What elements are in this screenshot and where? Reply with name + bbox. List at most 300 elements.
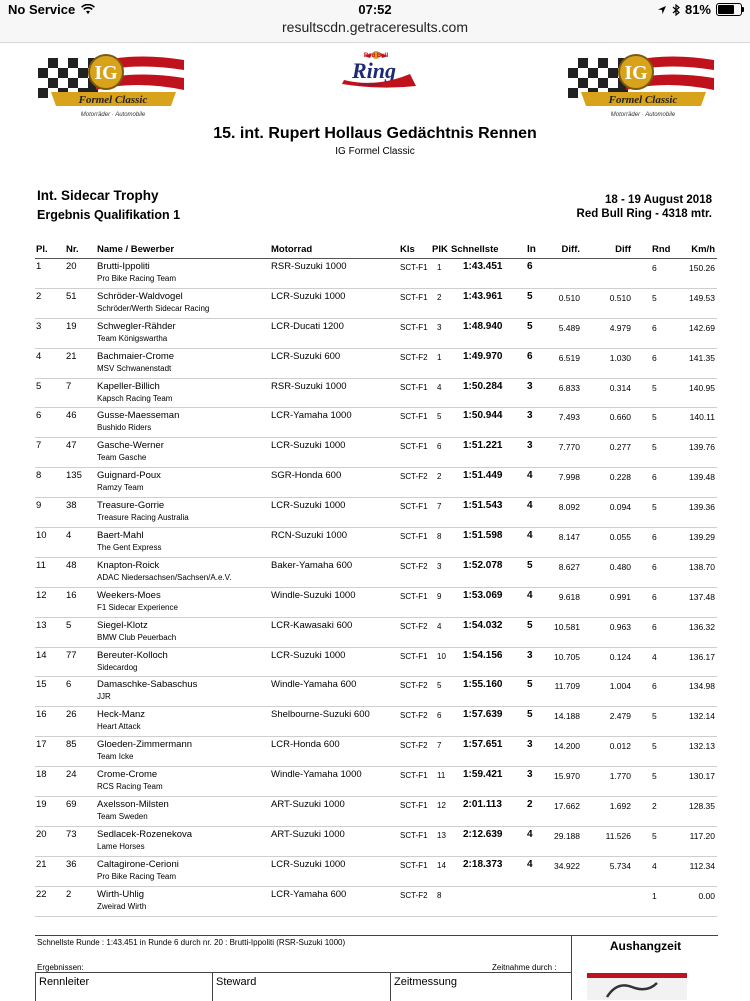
cell-pik: 3 bbox=[437, 322, 442, 332]
cell-pl: 6 bbox=[36, 410, 42, 422]
cell-team: ADAC Niedersachsen/Sachsen/A.e.V. bbox=[97, 572, 232, 582]
table-row bbox=[35, 677, 717, 707]
cell-moto: LCR-Yamaha 1000 bbox=[271, 410, 352, 422]
cell-diff: 5.489 bbox=[558, 322, 580, 333]
cell-time: 1:50.944 bbox=[463, 410, 503, 422]
cell-in: 3 bbox=[527, 380, 533, 392]
cell-team: Ramzy Team bbox=[97, 483, 144, 493]
cell-kls: SCT-F1 bbox=[400, 860, 428, 870]
table-row bbox=[35, 408, 717, 438]
logo-text: IG bbox=[94, 62, 118, 84]
track-thumbnail-icon bbox=[587, 973, 687, 1000]
cell-diff: 34.922 bbox=[554, 860, 580, 871]
cell-nr: 135 bbox=[66, 470, 82, 482]
cell-diff: 8.092 bbox=[558, 502, 580, 513]
cell-nr: 2 bbox=[66, 888, 72, 900]
cell-name: Sedlacek-Rozenekova bbox=[97, 828, 193, 840]
cell-time: 1:59.421 bbox=[463, 769, 503, 781]
col-motorrad: Motorrad bbox=[271, 244, 313, 255]
cell-diff: 17.662 bbox=[554, 801, 580, 812]
cell-pik: 14 bbox=[437, 860, 446, 870]
cell-in: 5 bbox=[527, 559, 533, 571]
cell-kmh: 117.20 bbox=[689, 830, 715, 841]
cell-rnd: 5 bbox=[652, 502, 657, 513]
cell-name: Treasure-Gorrie bbox=[97, 500, 165, 512]
cell-diff2: 0.277 bbox=[609, 442, 631, 453]
cell-moto: LCR-Suzuki 600 bbox=[271, 350, 341, 362]
cell-kls: SCT-F1 bbox=[400, 292, 428, 302]
aushangzeit-box bbox=[571, 935, 719, 1000]
table-row bbox=[35, 319, 717, 349]
table-row bbox=[35, 349, 717, 379]
cell-diff2: 0.124 bbox=[609, 651, 631, 662]
cell-moto: RSR-Suzuki 1000 bbox=[271, 380, 347, 392]
cell-kmh: 141.35 bbox=[689, 352, 715, 363]
address-bar[interactable]: resultscdn.getraceresults.com bbox=[282, 19, 468, 35]
cell-in: 5 bbox=[527, 709, 533, 721]
col-kmh: Km/h bbox=[691, 244, 715, 255]
cell-rnd: 5 bbox=[652, 741, 657, 752]
cell-moto: LCR-Suzuki 1000 bbox=[271, 290, 346, 302]
cell-kls: SCT-F1 bbox=[400, 532, 428, 542]
cell-nr: 73 bbox=[66, 828, 77, 840]
cell-team: Team Sweden bbox=[97, 812, 148, 822]
cell-pik: 10 bbox=[437, 651, 446, 661]
cell-team: F1 Sidecar Experience bbox=[97, 602, 178, 612]
cell-diff2: 0.094 bbox=[609, 502, 631, 513]
cell-pl: 15 bbox=[36, 679, 47, 691]
cell-rnd: 4 bbox=[652, 651, 657, 662]
cell-kls: SCT-F2 bbox=[400, 681, 428, 691]
cell-in: 4 bbox=[527, 858, 533, 870]
cell-moto: LCR-Suzuki 1000 bbox=[271, 440, 346, 452]
col-schnellste: Schnellste bbox=[451, 244, 499, 255]
cell-time: 1:43.961 bbox=[463, 290, 503, 302]
cell-team: The Gent Express bbox=[97, 543, 162, 553]
fastest-lap-note: Schnellste Runde : 1:43.451 in Runde 6 durch nr. 20 : Brutti-Ippoliti (RSR-Suzuki 1000) bbox=[37, 938, 346, 947]
cell-rnd: 6 bbox=[652, 681, 657, 692]
cell-kmh: 139.29 bbox=[689, 532, 715, 543]
cell-pl: 21 bbox=[36, 858, 47, 870]
cell-kmh: 138.70 bbox=[689, 561, 715, 572]
cell-pik: 7 bbox=[437, 502, 442, 512]
cell-moto: RCN-Suzuki 1000 bbox=[271, 530, 348, 542]
cell-name: Caltagirone-Cerioni bbox=[97, 858, 179, 870]
cell-diff2: 0.012 bbox=[609, 741, 631, 752]
cell-time: 1:51.221 bbox=[463, 440, 503, 452]
logo-text: IG bbox=[624, 62, 648, 84]
redbull-ring-text: Ring bbox=[351, 58, 397, 83]
cell-name: Wirth-Uhlig bbox=[97, 888, 144, 900]
cell-pl: 3 bbox=[36, 320, 42, 332]
cell-time: 1:52.078 bbox=[463, 559, 503, 571]
cell-pl: 16 bbox=[36, 709, 47, 721]
col-diff: Diff. bbox=[561, 244, 580, 255]
cell-name: Schwegler-Rähder bbox=[97, 320, 176, 332]
cell-nr: 24 bbox=[66, 769, 77, 781]
cell-in: 6 bbox=[527, 350, 533, 362]
cell-rnd: 6 bbox=[652, 561, 657, 572]
aushangzeit-label: Aushangzeit bbox=[609, 939, 682, 953]
ig-formel-classic-logo-right bbox=[566, 50, 716, 124]
cell-in: 3 bbox=[527, 440, 533, 452]
cell-rnd: 5 bbox=[652, 771, 657, 782]
cell-name: Siegel-Klotz bbox=[97, 619, 148, 631]
cell-pik: 4 bbox=[437, 382, 442, 392]
cell-rnd: 4 bbox=[652, 860, 657, 871]
cell-name: Gasche-Werner bbox=[97, 440, 164, 452]
cell-diff: 10.705 bbox=[554, 651, 580, 662]
cell-kls: SCT-F1 bbox=[400, 382, 428, 392]
cell-time: 1:54.156 bbox=[463, 649, 503, 661]
cell-moto: LCR-Suzuki 1000 bbox=[271, 858, 346, 870]
cell-time: 1:43.451 bbox=[463, 261, 503, 272]
cell-nr: 46 bbox=[66, 410, 77, 422]
cell-name: Baert-Mahl bbox=[97, 530, 144, 542]
cell-team: JJR bbox=[97, 692, 111, 702]
cell-in: 4 bbox=[527, 530, 533, 542]
cell-rnd: 6 bbox=[652, 621, 657, 632]
cell-nr: 20 bbox=[66, 261, 77, 272]
cell-in: 6 bbox=[527, 261, 533, 272]
cell-kmh: 132.13 bbox=[689, 741, 715, 752]
cell-name: Heck-Manz bbox=[97, 709, 146, 721]
cell-kls: SCT-F1 bbox=[400, 591, 428, 601]
cell-team: Bushido Riders bbox=[97, 423, 152, 433]
cell-rnd: 5 bbox=[652, 830, 657, 841]
cell-time: 1:53.069 bbox=[463, 589, 503, 601]
cell-kmh: 0.00 bbox=[698, 890, 715, 901]
cell-kls: SCT-F2 bbox=[400, 890, 428, 900]
cell-pik: 5 bbox=[437, 681, 442, 691]
cell-time: 2:18.373 bbox=[463, 858, 503, 870]
zeitmessung-cell: Zeitmessung bbox=[394, 976, 457, 988]
col-diff2: Diff bbox=[615, 244, 631, 255]
cell-name: Gusse-Maesseman bbox=[97, 410, 180, 422]
cell-pik: 6 bbox=[437, 442, 442, 452]
cell-diff2: 1.692 bbox=[609, 801, 631, 812]
cell-kls: SCT-F2 bbox=[400, 561, 428, 571]
cell-pl: 14 bbox=[36, 649, 47, 661]
cell-pik: 4 bbox=[437, 621, 442, 631]
cell-pl: 4 bbox=[36, 350, 42, 362]
cell-diff2: 0.480 bbox=[609, 561, 631, 572]
cell-diff: 9.618 bbox=[558, 591, 580, 602]
cell-moto: LCR-Ducati 1200 bbox=[271, 320, 344, 332]
cell-nr: 7 bbox=[66, 380, 72, 392]
cell-pik: 13 bbox=[437, 830, 446, 840]
cell-time: 2:01.113 bbox=[463, 799, 502, 811]
cell-kmh: 140.95 bbox=[689, 382, 715, 393]
table-row bbox=[35, 558, 717, 588]
cell-rnd: 6 bbox=[652, 591, 657, 602]
cell-moto: LCR-Kawasaki 600 bbox=[271, 619, 353, 631]
cell-kls: SCT-F2 bbox=[400, 472, 428, 482]
col-kls: Kls bbox=[400, 244, 415, 255]
cell-nr: 48 bbox=[66, 559, 77, 571]
cell-diff2: 4.979 bbox=[609, 322, 631, 333]
cell-time: 1:49.970 bbox=[463, 350, 503, 362]
col-pl: Pl. bbox=[36, 244, 48, 255]
cell-in: 3 bbox=[527, 739, 533, 751]
cell-kmh: 128.35 bbox=[689, 801, 715, 812]
cell-moto: RSR-Suzuki 1000 bbox=[271, 261, 347, 272]
cell-team: Treasure Racing Australia bbox=[97, 513, 189, 523]
cell-kmh: 139.48 bbox=[689, 472, 715, 483]
cell-diff2: 11.526 bbox=[605, 830, 631, 841]
cell-diff2: 1.030 bbox=[609, 352, 631, 363]
table-row bbox=[35, 498, 717, 528]
col-nr: Nr. bbox=[66, 244, 79, 255]
table-row bbox=[35, 737, 717, 767]
table-row bbox=[35, 618, 717, 648]
cell-kls: SCT-F1 bbox=[400, 651, 428, 661]
cell-in: 4 bbox=[527, 828, 533, 840]
cell-pik: 11 bbox=[437, 771, 446, 781]
redbull-label: Red Bull bbox=[363, 53, 389, 59]
cell-pl: 7 bbox=[36, 440, 42, 452]
logo-caption: Formel Classic bbox=[78, 94, 148, 106]
cell-time: 1:51.543 bbox=[463, 500, 503, 512]
cell-pik: 3 bbox=[437, 561, 442, 571]
cell-diff: 29.188 bbox=[554, 830, 580, 841]
cell-rnd: 5 bbox=[652, 711, 657, 722]
cell-name: Weekers-Moes bbox=[97, 589, 161, 601]
cell-in: 2 bbox=[527, 799, 533, 811]
cell-diff2: 0.314 bbox=[609, 382, 631, 393]
table-body bbox=[35, 259, 717, 917]
table-row bbox=[35, 259, 717, 289]
cell-moto: Baker-Yamaha 600 bbox=[271, 559, 353, 571]
cell-pik: 1 bbox=[437, 263, 442, 272]
cell-moto: LCR-Suzuki 1000 bbox=[271, 500, 346, 512]
table-row bbox=[35, 707, 717, 737]
cell-nr: 85 bbox=[66, 739, 77, 751]
cell-team: RCS Racing Team bbox=[97, 782, 163, 792]
cell-team: Lame Horses bbox=[97, 841, 145, 851]
cell-pl: 20 bbox=[36, 828, 47, 840]
cell-diff2: 5.734 bbox=[609, 860, 631, 871]
cell-pl: 11 bbox=[36, 559, 46, 571]
cell-pik: 2 bbox=[437, 472, 442, 482]
cell-pik: 12 bbox=[437, 801, 446, 811]
cell-diff: 8.627 bbox=[558, 561, 580, 572]
cell-moto: ART-Suzuki 1000 bbox=[271, 828, 345, 840]
table-row bbox=[35, 379, 717, 409]
event-date: 18 - 19 August 2018 bbox=[605, 194, 712, 206]
cell-diff2: 1.004 bbox=[609, 681, 631, 692]
cell-in: 5 bbox=[527, 320, 533, 332]
cell-kls: SCT-F1 bbox=[400, 442, 428, 452]
cell-in: 5 bbox=[527, 619, 533, 631]
cell-pl: 19 bbox=[36, 799, 47, 811]
cell-kmh: 112.34 bbox=[689, 860, 715, 871]
cell-diff2: 0.055 bbox=[609, 532, 631, 543]
cell-team: Team Gasche bbox=[97, 453, 147, 463]
cell-kmh: 142.69 bbox=[689, 322, 715, 333]
cell-nr: 47 bbox=[66, 440, 77, 452]
cell-diff2: 0.660 bbox=[609, 412, 631, 423]
cell-moto: SGR-Honda 600 bbox=[271, 470, 342, 482]
cell-pik: 7 bbox=[437, 741, 442, 751]
cell-kmh: 150.26 bbox=[689, 263, 715, 273]
cell-team: Zweirad Wirth bbox=[97, 901, 147, 911]
cell-moto: Windle-Yamaha 1000 bbox=[271, 769, 362, 781]
zeitnahme-label: Zeitnahme durch : bbox=[492, 963, 557, 972]
table-row bbox=[35, 887, 717, 917]
redbull-spielberg-text: SPIELBERG bbox=[358, 82, 382, 87]
cell-pl: 10 bbox=[36, 530, 47, 542]
cell-name: Axelsson-Milsten bbox=[97, 799, 169, 811]
event-subtitle: IG Formel Classic bbox=[335, 146, 415, 157]
table-row bbox=[35, 438, 717, 468]
cell-pik: 8 bbox=[437, 532, 442, 542]
cell-kls: SCT-F1 bbox=[400, 771, 428, 781]
cell-time: 2:12.639 bbox=[463, 828, 503, 840]
col-pik: PIK bbox=[432, 244, 448, 255]
cell-rnd: 1 bbox=[652, 890, 657, 901]
cell-diff: 14.200 bbox=[554, 741, 580, 752]
cell-nr: 38 bbox=[66, 500, 77, 512]
cell-team: BMW Club Peuerbach bbox=[97, 632, 177, 642]
cell-kls: SCT-F2 bbox=[400, 711, 428, 721]
cell-name: Schröder-Waldvogel bbox=[97, 290, 183, 302]
cell-team: MSV Schwanenstadt bbox=[97, 363, 172, 373]
cell-nr: 36 bbox=[66, 858, 77, 870]
ig-formel-classic-logo-left bbox=[36, 50, 186, 124]
cell-pl: 8 bbox=[36, 470, 42, 482]
cell-time: 1:57.651 bbox=[463, 739, 503, 751]
cell-diff2: 2.479 bbox=[609, 711, 631, 722]
battery-fill bbox=[718, 5, 734, 14]
cell-in: 5 bbox=[527, 290, 533, 302]
cell-time: 1:57.639 bbox=[463, 709, 503, 721]
cell-rnd: 6 bbox=[652, 322, 657, 333]
race-class: Int. Sidecar Trophy bbox=[37, 188, 159, 203]
cell-diff: 11.709 bbox=[554, 681, 580, 692]
system-indicators bbox=[657, 2, 742, 17]
cell-in: 4 bbox=[527, 470, 533, 482]
cell-moto: LCR-Honda 600 bbox=[271, 739, 340, 751]
cell-team: Team Königswartha bbox=[97, 333, 168, 343]
cell-moto: Windle-Yamaha 600 bbox=[271, 679, 357, 691]
cell-diff2: 0.510 bbox=[609, 292, 631, 303]
battery-percent: 81% bbox=[684, 2, 711, 17]
cell-name: Bachmaier-Crome bbox=[97, 350, 175, 362]
cell-name: Brutti-Ippoliti bbox=[97, 261, 150, 272]
cell-name: Crome-Crome bbox=[97, 769, 158, 781]
cell-diff2: 0.963 bbox=[609, 621, 631, 632]
cell-moto: Windle-Suzuki 1000 bbox=[271, 589, 356, 601]
cell-rnd: 5 bbox=[652, 382, 657, 393]
cell-pik: 8 bbox=[437, 890, 442, 900]
results-table bbox=[35, 244, 717, 917]
cell-kmh: 136.17 bbox=[689, 651, 715, 662]
table-row bbox=[35, 468, 717, 498]
location-arrow-icon bbox=[657, 5, 667, 15]
table-row bbox=[35, 289, 717, 319]
cell-pl: 18 bbox=[36, 769, 47, 781]
cell-kmh: 134.98 bbox=[689, 681, 715, 692]
signature-row bbox=[35, 972, 571, 1001]
cell-rnd: 5 bbox=[652, 292, 657, 303]
cell-nr: 69 bbox=[66, 799, 77, 811]
cell-nr: 51 bbox=[66, 290, 77, 302]
cell-diff: 7.493 bbox=[558, 412, 580, 423]
cell-pl: 2 bbox=[36, 290, 42, 302]
cell-name: Knapton-Roick bbox=[97, 559, 160, 571]
cell-pl: 22 bbox=[36, 888, 47, 900]
cell-moto: LCR-Yamaha 600 bbox=[271, 888, 347, 900]
carrier-label: No Service bbox=[8, 2, 76, 17]
event-venue: Red Bull Ring - 4318 mtr. bbox=[576, 208, 712, 220]
event-title: 15. int. Rupert Hollaus Gedächtnis Rennen bbox=[213, 125, 537, 142]
cell-kmh: 136.32 bbox=[689, 621, 715, 632]
cell-diff: 7.998 bbox=[558, 472, 580, 483]
cell-kmh: 149.53 bbox=[689, 292, 715, 303]
cell-in: 3 bbox=[527, 410, 533, 422]
cell-pik: 6 bbox=[437, 711, 442, 721]
cell-time: 1:51.598 bbox=[463, 530, 503, 542]
cell-pik: 9 bbox=[437, 591, 442, 601]
cell-nr: 4 bbox=[66, 530, 72, 542]
cell-diff2: 0.991 bbox=[609, 591, 631, 602]
table-row bbox=[35, 588, 717, 618]
table-row bbox=[35, 827, 717, 857]
cell-team: Schröder/Werth Sidecar Racing bbox=[97, 303, 210, 313]
cell-diff: 6.519 bbox=[558, 352, 580, 363]
cell-diff2: 0.228 bbox=[609, 472, 631, 483]
rennleiter-cell: Rennleiter bbox=[35, 973, 213, 1001]
cell-pik: 5 bbox=[437, 412, 442, 422]
cell-rnd: 6 bbox=[652, 532, 657, 543]
cell-diff: 0.510 bbox=[558, 292, 580, 303]
red-bull-ring-logo bbox=[330, 48, 422, 90]
cell-name: Guignard-Poux bbox=[97, 470, 161, 482]
cell-nr: 16 bbox=[66, 589, 77, 601]
cell-kls: SCT-F1 bbox=[400, 830, 428, 840]
cell-pik: 2 bbox=[437, 292, 442, 302]
cell-nr: 5 bbox=[66, 619, 72, 631]
col-rnd: Rnd bbox=[652, 244, 671, 255]
battery-icon bbox=[716, 3, 742, 16]
cell-kmh: 132.14 bbox=[689, 711, 715, 722]
cell-time: 1:51.449 bbox=[463, 470, 503, 482]
cell-kls: SCT-F2 bbox=[400, 352, 428, 362]
cell-pl: 17 bbox=[36, 739, 47, 751]
table-header bbox=[35, 244, 717, 259]
cell-name: Bereuter-Kolloch bbox=[97, 649, 168, 661]
cell-pl: 1 bbox=[36, 261, 42, 272]
table-row bbox=[35, 528, 717, 558]
cell-kls: SCT-F1 bbox=[400, 322, 428, 332]
col-in: In bbox=[527, 244, 536, 255]
logo-subcaption: Motorräder · Automobile bbox=[610, 112, 676, 118]
cell-kmh: 130.17 bbox=[689, 771, 715, 782]
cell-rnd: 6 bbox=[652, 352, 657, 363]
cell-kls: SCT-F1 bbox=[400, 502, 428, 512]
bluetooth-icon bbox=[672, 4, 680, 16]
cell-diff: 7.770 bbox=[558, 442, 580, 453]
table-row bbox=[35, 648, 717, 678]
cell-team: Heart Attack bbox=[97, 722, 141, 732]
cell-time: 1:50.284 bbox=[463, 380, 503, 392]
cell-team: Pro Bike Racing Team bbox=[97, 871, 176, 881]
cell-team: Team Icke bbox=[97, 752, 134, 762]
cell-moto: ART-Suzuki 1000 bbox=[271, 799, 345, 811]
cell-name: Kapeller-Billich bbox=[97, 380, 160, 392]
cell-team: Pro Bike Racing Team bbox=[97, 274, 176, 283]
